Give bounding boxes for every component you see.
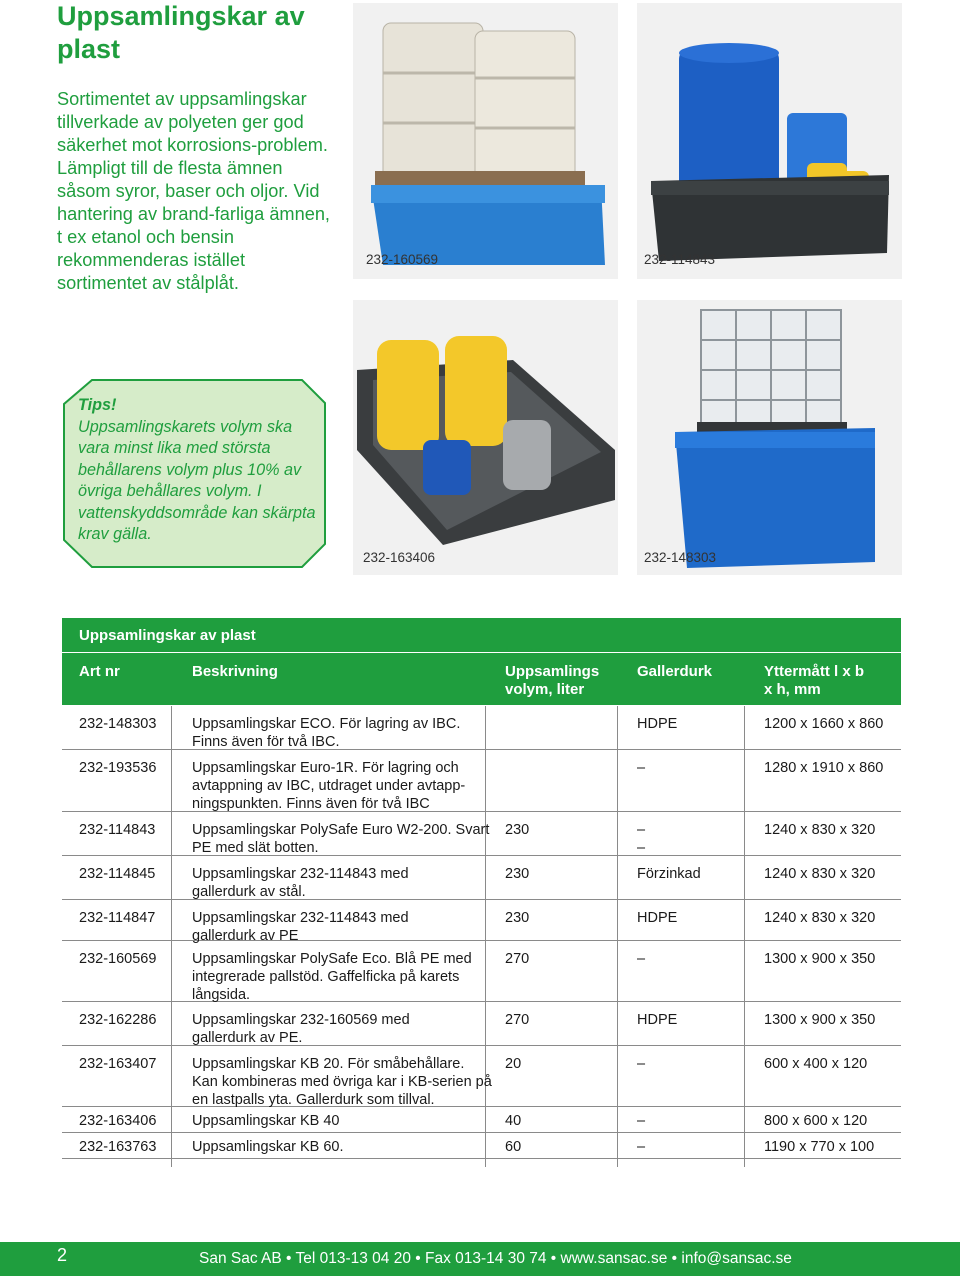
cell-grid: – bbox=[637, 1113, 646, 1129]
product-photo-232-160569 bbox=[353, 3, 618, 279]
cell-vol: 20 bbox=[505, 1056, 522, 1072]
column-header-art: Art nr bbox=[79, 663, 120, 680]
drum-tray-illustration bbox=[353, 3, 618, 279]
cell-desc: Uppsamlingskar PolySafe Euro W2-200. Svart PE med slät botten. bbox=[192, 822, 490, 856]
cell-dims: 1240 x 830 x 320 bbox=[764, 822, 876, 838]
table-row bbox=[62, 706, 901, 750]
intro-text: Sortimentet av uppsamlingskar tillverkade av polyeten ger god säkerhet mot korrosions-problem. Lämpligt till de flesta ämnen såsom syror, baser och oljor. Vid hantering av brand-farliga ämnen, t ex etanol och bensin rekommenderas istället sortimentet av stålplåt. bbox=[57, 89, 330, 293]
cell-dims: 1300 x 900 x 350 bbox=[764, 951, 876, 967]
cell-art: 232-163406 bbox=[79, 1113, 157, 1129]
cell-vol: 230 bbox=[505, 866, 530, 882]
tips-heading: Tips! bbox=[78, 396, 117, 414]
table-row bbox=[62, 1133, 901, 1159]
cell-vol: 60 bbox=[505, 1139, 522, 1155]
column-header-desc: Beskrivning bbox=[192, 663, 278, 680]
cell-desc: Uppsamlingskar PolySafe Eco. Blå PE med integrerade pallstöd. Gaffelficka på karets långsida. bbox=[192, 951, 472, 1003]
table-body bbox=[62, 706, 901, 1159]
cell-art: 232-160569 bbox=[79, 951, 157, 967]
page-title: Uppsamlingskar av plast bbox=[57, 1, 305, 64]
table-row bbox=[62, 941, 901, 1002]
tips-body: Uppsamlingskarets volym ska vara minst lika med största behållarens volym plus 10% av övriga behållares volym. I vattenskyddsområde kan skärpta krav gälla. bbox=[78, 417, 316, 543]
photo-label: 232-160569 bbox=[366, 252, 439, 267]
footer-contact: San Sac AB • Tel 013-13 04 20 • Fax 013-14 30 74 • www.sansac.se • info@sansac.se bbox=[199, 1250, 792, 1267]
cell-art: 232-163407 bbox=[79, 1056, 157, 1072]
table-row bbox=[62, 856, 901, 900]
cell-dims: 1190 x 770 x 100 bbox=[764, 1139, 875, 1155]
cell-grid: Förzinkad bbox=[637, 866, 701, 882]
column-header-dims: Yttermått l x b x h, mm bbox=[764, 663, 865, 698]
cell-art: 232-162286 bbox=[79, 1012, 157, 1028]
cell-art: 232-114845 bbox=[79, 866, 156, 882]
cell-dims: 1240 x 830 x 320 bbox=[764, 866, 876, 882]
cell-vol: 230 bbox=[505, 822, 530, 838]
cell-art: 232-148303 bbox=[79, 716, 157, 732]
cell-vol: 270 bbox=[505, 951, 530, 967]
table-row bbox=[62, 812, 901, 856]
table-title: Uppsamlingskar av plast bbox=[62, 618, 901, 652]
page-number: 2 bbox=[57, 1245, 68, 1265]
cell-grid: HDPE bbox=[637, 1012, 678, 1028]
photo-label: 232-114843 bbox=[644, 252, 716, 267]
cell-grid: HDPE bbox=[637, 910, 678, 926]
black-tray-illustration bbox=[637, 3, 902, 279]
table-row bbox=[62, 900, 901, 944]
cell-art: 232-114843 bbox=[79, 822, 156, 838]
ibc-sump-illustration bbox=[637, 300, 902, 575]
cell-desc: Uppsamlingskar 232-114843 med gallerdurk av PE bbox=[192, 910, 409, 944]
cell-grid: – bbox=[637, 1139, 646, 1155]
cell-grid: HDPE bbox=[637, 716, 678, 732]
cell-dims: 1240 x 830 x 320 bbox=[764, 910, 876, 926]
cell-dims: 1300 x 900 x 350 bbox=[764, 1012, 876, 1028]
table-row bbox=[62, 1002, 901, 1046]
column-header-grid: Gallerdurk bbox=[637, 663, 713, 680]
cell-art: 232-114847 bbox=[79, 910, 156, 926]
cell-grid: – bbox=[637, 1056, 646, 1072]
cell-dims: 1280 x 1910 x 860 bbox=[764, 760, 884, 776]
footer-bar bbox=[0, 1242, 960, 1276]
product-photo-232-148303 bbox=[637, 300, 902, 575]
tips-box bbox=[62, 378, 327, 570]
table-row bbox=[62, 1107, 901, 1133]
cell-desc: Uppsamlingskar KB 20. För småbehållare. Kan kombineras med övriga kar i KB-serien på en lastpalls yta. Gallerdurk som tillval. bbox=[192, 1056, 492, 1108]
photo-label: 232-148303 bbox=[644, 550, 717, 565]
cell-dims: 800 x 600 x 120 bbox=[764, 1113, 868, 1129]
column-header-vol: Uppsamlings volym, liter bbox=[505, 663, 600, 698]
product-photo-232-163406 bbox=[353, 300, 618, 575]
table-row bbox=[62, 1046, 901, 1107]
cell-vol: 270 bbox=[505, 1012, 530, 1028]
cell-desc: Uppsamlingskar Euro-1R. För lagring och avtappning av IBC, utdraget under avtapp-ningspunkten. Finns även för två IBC bbox=[192, 760, 466, 812]
table-header bbox=[62, 653, 901, 705]
cell-desc: Uppsamlingskar KB 60. bbox=[192, 1139, 344, 1155]
cell-art: 232-163763 bbox=[79, 1139, 157, 1155]
cell-vol: 230 bbox=[505, 910, 530, 926]
small-tray-illustration bbox=[353, 300, 618, 575]
cell-art: 232-193536 bbox=[79, 760, 157, 776]
cell-grid: – bbox=[637, 760, 646, 776]
table-row bbox=[62, 750, 901, 812]
photo-label: 232-163406 bbox=[363, 550, 436, 565]
cell-dims: 600 x 400 x 120 bbox=[764, 1056, 868, 1072]
product-photo-232-114843 bbox=[637, 3, 902, 279]
cell-vol: 40 bbox=[505, 1113, 522, 1129]
cell-desc: Uppsamlingskar KB 40 bbox=[192, 1113, 340, 1129]
cell-grid: – bbox=[637, 951, 646, 967]
cell-grid: – – bbox=[637, 822, 646, 856]
cell-dims: 1200 x 1660 x 860 bbox=[764, 716, 884, 732]
cell-desc: Uppsamlingskar 232-114843 med gallerdurk av stål. bbox=[192, 866, 409, 900]
cell-desc: Uppsamlingskar 232-160569 med gallerdurk av PE. bbox=[192, 1012, 410, 1046]
cell-desc: Uppsamlingskar ECO. För lagring av IBC. Finns även för två IBC. bbox=[192, 716, 461, 750]
